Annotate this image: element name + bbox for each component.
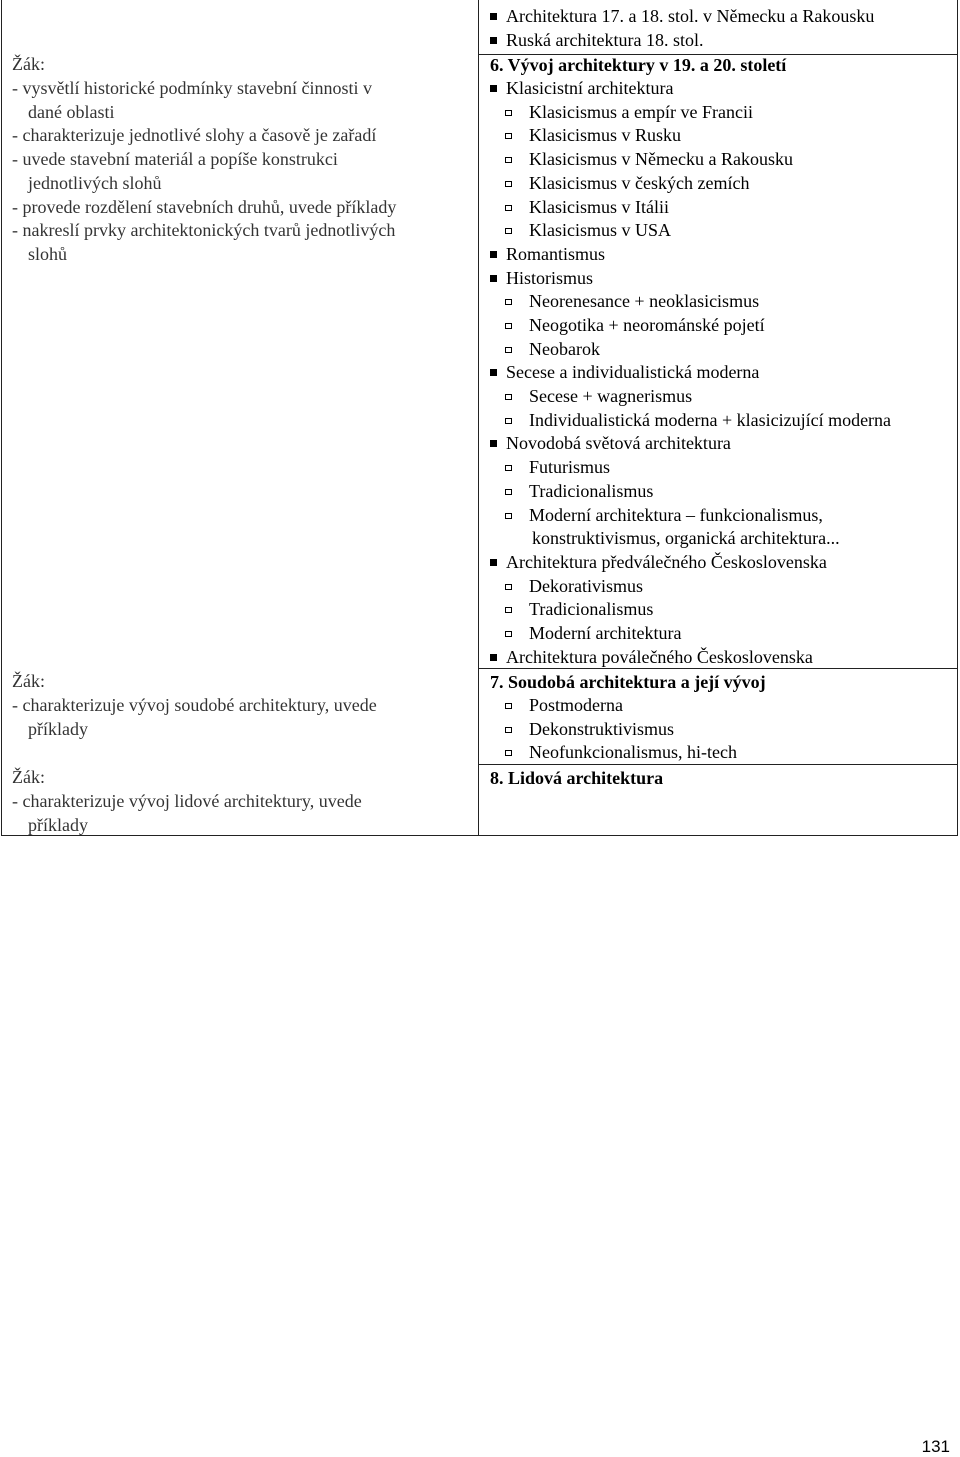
hollow-bullet-icon — [505, 489, 512, 495]
list-item: Architektura 17. a 18. stol. v Německu a Rakousku — [490, 4, 874, 28]
square-bullet-icon — [490, 440, 497, 447]
sub-list-item: Postmoderna — [505, 693, 623, 717]
objective-line: - vysvětlí historické podmínky stavební činnosti v — [12, 78, 372, 98]
hollow-bullet-icon — [505, 228, 512, 234]
student-label: Žák: — [12, 671, 45, 691]
hollow-bullet-icon — [505, 347, 512, 353]
hollow-bullet-icon — [505, 418, 512, 424]
sub-list-item-continuation: konstruktivismus, organická architektura... — [532, 528, 840, 548]
hollow-bullet-icon — [505, 157, 512, 163]
square-bullet-icon — [490, 369, 497, 376]
section-heading: 7. Soudobá architektura a její vývoj — [490, 672, 766, 692]
list-item: Novodobá světová architektura — [490, 431, 731, 455]
objective-line: - charakterizuje jednotlivé slohy a časově je zařadí — [12, 125, 377, 145]
square-bullet-icon — [490, 37, 497, 44]
square-bullet-icon — [490, 654, 497, 661]
sub-list-item: Futurismus — [505, 455, 610, 479]
student-label: Žák: — [12, 767, 45, 787]
hollow-bullet-icon — [505, 181, 512, 187]
page-number: 131 — [921, 1437, 950, 1456]
hollow-bullet-icon — [505, 205, 512, 211]
section-heading: 6. Vývoj architektury v 19. a 20. století — [490, 55, 787, 75]
hollow-bullet-icon — [505, 465, 512, 471]
list-item: Romantismus — [490, 242, 605, 266]
sub-list-item: Neorenesance + neoklasicismus — [505, 289, 759, 313]
student-label: Žák: — [12, 54, 45, 74]
hollow-bullet-icon — [505, 513, 512, 519]
sub-list-item: Klasicismus v Rusku — [505, 123, 681, 147]
objective-line: - charakterizuje vývoj lidové architektury, uvede — [12, 791, 362, 811]
hollow-bullet-icon — [505, 750, 512, 756]
hollow-bullet-icon — [505, 727, 512, 733]
objective-line: - charakterizuje vývoj soudobé architektury, uvede — [12, 695, 377, 715]
sub-list-item: Dekorativismus — [505, 574, 643, 598]
sub-list-item: Moderní architektura – funkcionalismus, — [505, 503, 823, 527]
list-item: Secese a individualistická moderna — [490, 360, 759, 384]
sub-list-item: Klasicismus v USA — [505, 218, 671, 242]
objective-line: příklady — [28, 815, 88, 835]
sub-list-item: Tradicionalismus — [505, 479, 653, 503]
sub-list-item: Neogotika + neorománské pojetí — [505, 313, 765, 337]
section-heading: 8. Lidová architektura — [490, 768, 664, 788]
square-bullet-icon — [490, 559, 497, 566]
sub-list-item: Moderní architektura — [505, 621, 681, 645]
sub-list-item: Individualistická moderna + klasicizující moderna — [505, 408, 891, 432]
hollow-bullet-icon — [505, 133, 512, 139]
row-divider — [479, 764, 958, 765]
list-item: Klasicistní architektura — [490, 76, 673, 100]
square-bullet-icon — [490, 251, 497, 258]
objective-line: jednotlivých slohů — [28, 173, 162, 193]
objective-line: - provede rozdělení stavebních druhů, uvede příklady — [12, 197, 397, 217]
list-item: Ruská architektura 18. stol. — [490, 28, 703, 52]
hollow-bullet-icon — [505, 584, 512, 590]
sub-list-item: Klasicismus v Německu a Rakousku — [505, 147, 793, 171]
sub-list-item: Secese + wagnerismus — [505, 384, 692, 408]
list-item: Architektura poválečného Československa — [490, 645, 813, 669]
hollow-bullet-icon — [505, 110, 512, 116]
hollow-bullet-icon — [505, 394, 512, 400]
sub-list-item: Klasicismus v Itálii — [505, 195, 669, 219]
hollow-bullet-icon — [505, 631, 512, 637]
objective-line: dané oblasti — [28, 102, 115, 122]
objective-line: slohů — [28, 244, 68, 264]
hollow-bullet-icon — [505, 703, 512, 709]
list-item: Historismus — [490, 266, 593, 290]
hollow-bullet-icon — [505, 299, 512, 305]
sub-list-item: Klasicismus v českých zemích — [505, 171, 749, 195]
sub-list-item: Neobarok — [505, 337, 600, 361]
sub-list-item: Neofunkcionalismus, hi-tech — [505, 740, 737, 764]
objective-line: - uvede stavební materiál a popíše konstrukci — [12, 149, 338, 169]
objective-line: příklady — [28, 719, 88, 739]
hollow-bullet-icon — [505, 607, 512, 613]
sub-list-item: Tradicionalismus — [505, 597, 653, 621]
sub-list-item: Klasicismus a empír ve Francii — [505, 100, 753, 124]
column-divider — [478, 0, 479, 836]
square-bullet-icon — [490, 275, 497, 282]
square-bullet-icon — [490, 85, 497, 92]
hollow-bullet-icon — [505, 323, 512, 329]
list-item: Architektura předválečného Československa — [490, 550, 827, 574]
sub-list-item: Dekonstruktivismus — [505, 717, 674, 741]
square-bullet-icon — [490, 13, 497, 20]
objective-line: - nakreslí prvky architektonických tvarů jednotlivých — [12, 220, 396, 240]
